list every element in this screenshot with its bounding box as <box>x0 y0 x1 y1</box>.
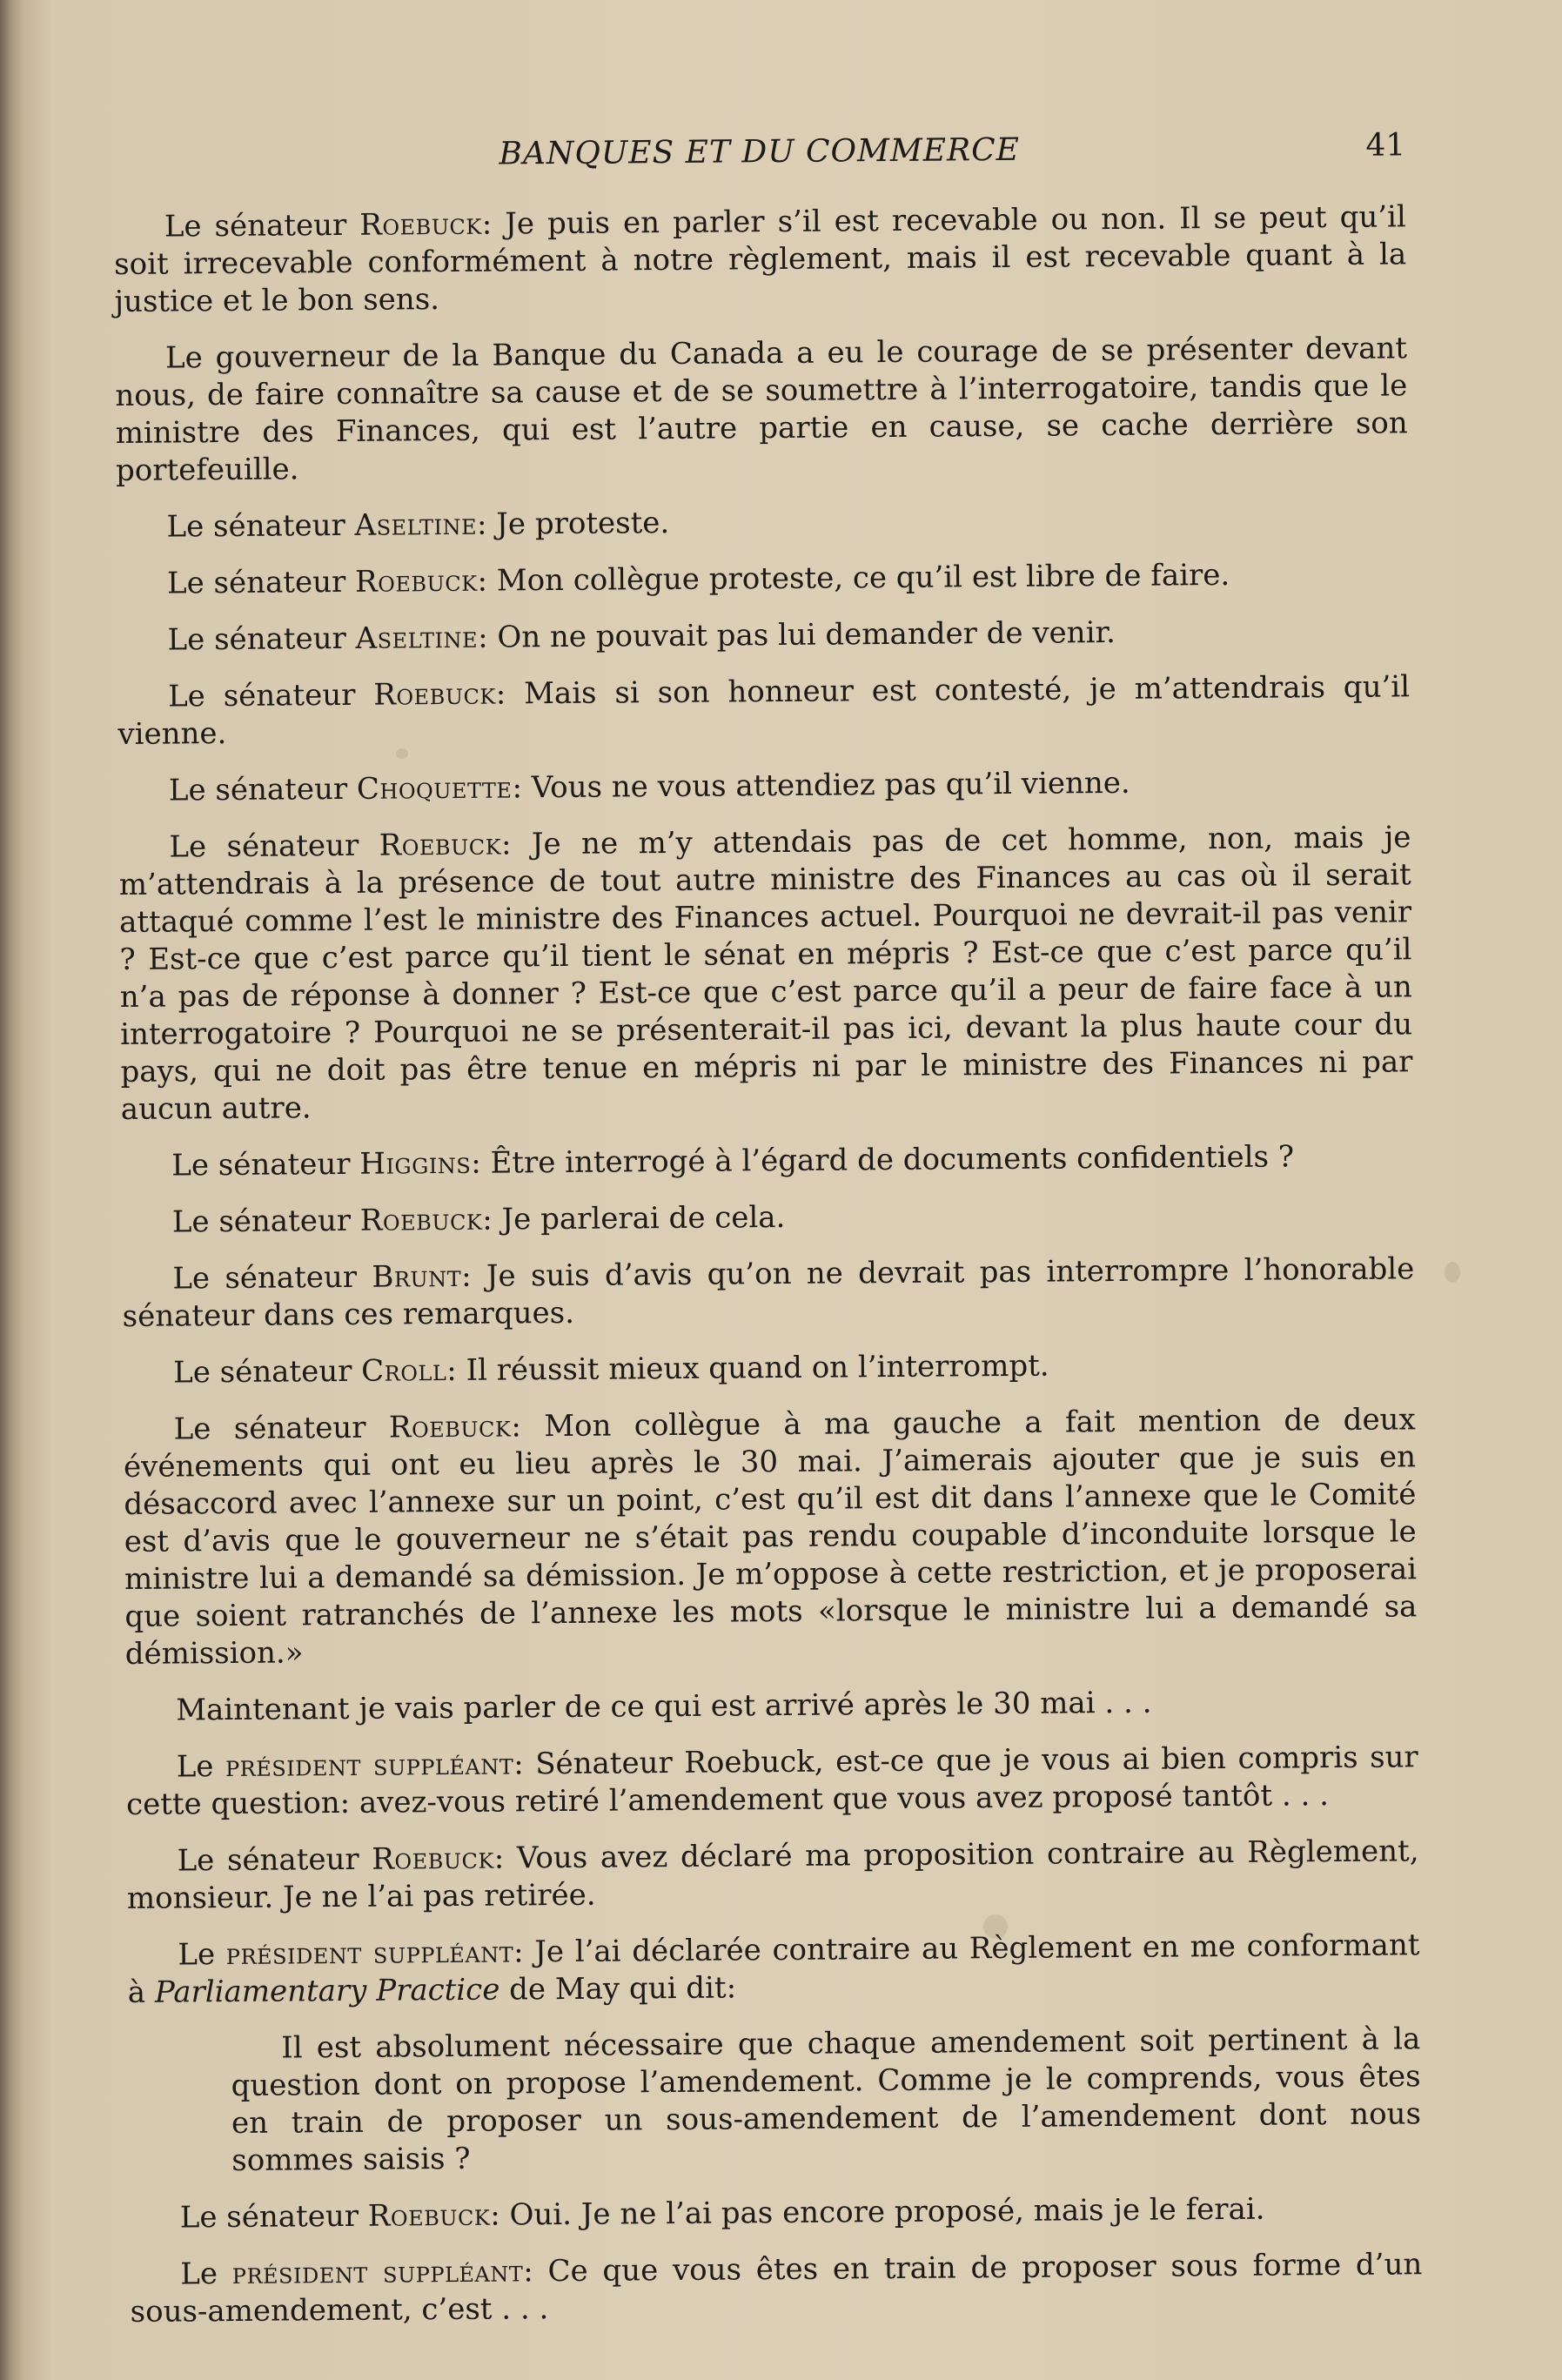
paragraph-19 <box>130 2189 1422 2237</box>
speaker-name: Croll <box>361 1353 447 1389</box>
paragraph-text: : Ce que vous êtes en train de proposer sous forme d’un sous-amendement, c’est . . . <box>130 2247 1423 2330</box>
paragraph-prefix: Le sénateur <box>169 828 379 865</box>
paragraph-text: : Être interrogé à l’égard de documents confidentiels ? <box>471 1139 1295 1181</box>
speaker-name: président suppléant <box>225 1934 514 1973</box>
paragraph-13 <box>124 1401 1418 1673</box>
paragraph-text: : Mais si son honneur est contesté, je m’attendrais qu’il vienne. <box>117 669 1411 752</box>
paragraph-prefix: Le <box>176 1749 226 1785</box>
page-number: 41 <box>1365 127 1406 164</box>
speaker-name: Brunt <box>372 1258 462 1295</box>
paragraph-text: : Sénateur Roebuck, est-ce que je vous ai bien compris sur cette question: avez-vous retiré l’amendement que vous avez proposé tantôt . . . <box>125 1740 1418 1822</box>
paragraph-prefix: Le sénateur <box>173 1410 390 1447</box>
paragraph-15 <box>126 1739 1419 1824</box>
paragraph-1 <box>114 198 1407 321</box>
speaker-name: Aseltine <box>355 620 479 656</box>
paragraph-6 <box>117 668 1411 754</box>
paragraph-prefix: Le sénateur <box>166 507 355 545</box>
paragraph-prefix: Le <box>178 1937 226 1973</box>
speaker-name: Aseltine <box>354 506 478 543</box>
paragraph-14 <box>125 1682 1418 1730</box>
speaker-name: Choquette <box>356 770 513 807</box>
speaker-name: président suppléant <box>231 2254 524 2292</box>
italic-source-title: Parliamentary Practice <box>154 1972 500 2010</box>
speaker-name: Roebuck <box>359 206 482 243</box>
paragraph-prefix: Le sénateur <box>166 564 356 601</box>
speaker-name: Roebuck <box>367 2197 491 2234</box>
paragraph-text: : Je puis en parler s’il est recevable ou non. Il se peut qu’il soit irrecevable conformément à notre règlement, mais il est recevable quant à la justice et le bon sens. <box>114 199 1407 319</box>
speaker-name: Roebuck <box>379 827 502 863</box>
block-quote <box>231 2021 1421 2180</box>
paragraph-3 <box>116 499 1408 546</box>
speaker-name: Higgins <box>359 1145 472 1182</box>
paragraph-text: Le gouverneur de la Banque du Canada a eu le courage de se présenter devant nous, de faire connaître sa cause et de se soumettre à l’interrogatoire, tandis que le ministre des Finances, qui est l’autre partie en cause, se cache derrière son portefeuille. <box>115 331 1408 488</box>
speaker-name: Roebuck <box>388 1409 512 1445</box>
paragraph-text: : Mon collègue proteste, ce qu’il est libre de faire. <box>477 557 1230 599</box>
paragraph-5 <box>117 612 1409 660</box>
paragraph-prefix: Le sénateur <box>164 207 360 245</box>
speaker-name: Roebuck <box>373 676 496 713</box>
paragraph-text: Maintenant je vais parler de ce qui est arrivé après le 30 mai . . . <box>176 1685 1152 1728</box>
paragraph-text: : On ne pouvait pas lui demander de venir. <box>477 614 1116 655</box>
paper-stain <box>1445 1262 1460 1283</box>
paragraph-text: : Je suis d’avis qu’on ne devrait pas interrompre l’honorable sénateur dans ces remarques. <box>122 1251 1415 1334</box>
speaker-name: Roebuck <box>359 1202 483 1238</box>
paragraph-text: : Mon collègue à ma gauche a fait mention de deux événements qui ont eu lieu après le 30 mai. J’aimerais ajouter que je suis en désaccord avec l’annexe sur un point, c’est qu’il est dit dans l’annexe que le Comité est d’avis que le gouverneur ne s’était pas rendu coupable d’inconduite lorsque le ministre lui a demandé sa démission. Je m’oppose à cette restriction, et je proposerai que soient ratranchés de l’annexe les mots «lorsque le ministre lui a demandé sa démission.» <box>123 1402 1418 1672</box>
quote-text: Il est absolument nécessaire que chaque amendement soit pertinent à la question dont on propose l’amendement. Comme je le comprends, vous êtes en train de proposer un sous-amendement de l’amendement dont nous sommes saisis ? <box>231 2021 1422 2179</box>
paragraph-17 <box>127 1927 1420 2012</box>
speaker-name: Roebuck <box>372 1840 494 1877</box>
paragraph-prefix: Le sénateur <box>167 677 374 714</box>
paragraph-7 <box>118 762 1411 810</box>
paragraph-prefix: Le sénateur <box>171 1146 360 1183</box>
paragraph-text: : Oui. Je ne l’ai pas encore proposé, mais je le ferai. <box>490 2191 1265 2233</box>
paragraph-prefix: Le sénateur <box>168 771 358 808</box>
paragraph-9 <box>121 1137 1413 1185</box>
paragraph-text: : Vous avez déclaré ma proposition contraire au Règlement, monsieur. Je ne l’ai pas retirée. <box>126 1834 1419 1916</box>
running-header <box>113 120 1406 191</box>
paragraph-prefix: Le <box>180 2256 232 2292</box>
paragraph-prefix: Le sénateur <box>179 2198 368 2236</box>
paragraph-text: : Je proteste. <box>476 505 670 542</box>
speaker-name: Roebuck <box>354 563 478 600</box>
paragraph-text: : Vous ne vous attendiez pas qu’il vienne. <box>512 765 1130 806</box>
page-content <box>113 120 1423 2350</box>
paragraph-prefix: Le sénateur <box>177 1841 372 1879</box>
paragraph-4 <box>117 555 1409 603</box>
running-title: BANQUES ET DU COMMERCE <box>499 131 1021 172</box>
paragraph-2 <box>115 330 1408 490</box>
paragraph-16 <box>126 1833 1419 1918</box>
paragraph-prefix: Le sénateur <box>167 620 356 658</box>
speaker-name: président suppléant <box>225 1746 514 1785</box>
paragraph-8 <box>118 819 1413 1129</box>
paragraph-prefix: Le sénateur <box>173 1353 362 1391</box>
paragraph-12 <box>123 1344 1415 1392</box>
paragraph-prefix: Le sénateur <box>172 1259 372 1297</box>
paragraph-suffix: de May qui dit: <box>499 1970 737 2008</box>
paragraph-prefix: Le sénateur <box>171 1203 361 1240</box>
paragraph-20 <box>130 2246 1423 2331</box>
paragraph-text: : Je parlerai de cela. <box>482 1199 786 1237</box>
paragraph-text: : Je ne m’y attendais pas de cet homme, non, mais je m’attendrais à la présence de tout autre ministre des Finances au cas où il serait attaqué comme l’est le ministre des Finances actuel. Pourquoi ne devrait-il pas venir ? Est-ce que c’est parce qu’il tient le sénat en mépris ? Est-ce que c’est parce qu’il n’a pas de réponse à donner ? Est-ce que c’est parce qu’il a peur de faire face à un interrogatoire ? Pourquoi ne se présenterait-il pas ici, devant la plus haute cour du pays, qui ne doit pas être tenue en mépris ni par le ministre des Finances ni par aucun autre. <box>118 820 1413 1127</box>
paragraph-11 <box>122 1250 1415 1336</box>
paragraph-10 <box>122 1194 1414 1242</box>
paragraph-text: : Je l’ai déclarée contraire au Règlement en me conformant à <box>127 1927 1420 2010</box>
paragraph-text: : Il réussit mieux quand on l’interrompt. <box>446 1348 1049 1389</box>
